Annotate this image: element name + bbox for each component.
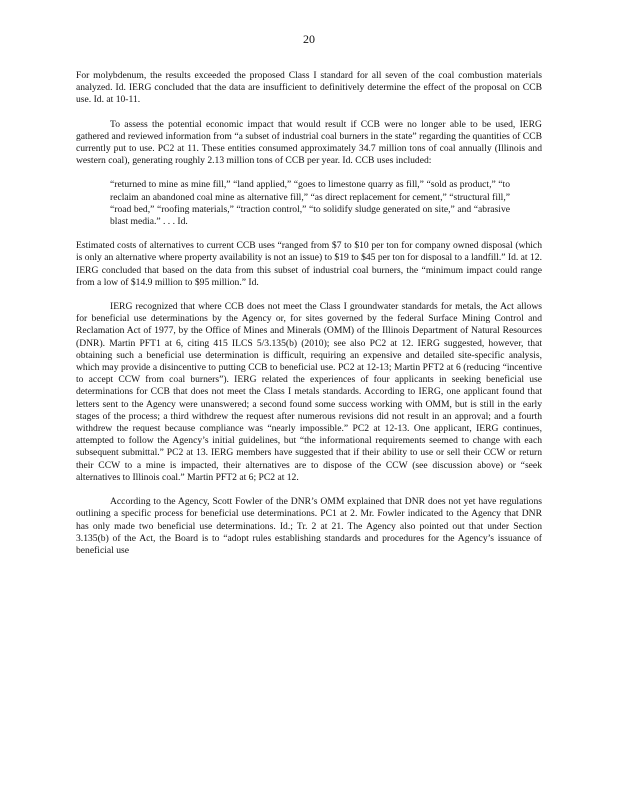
document-body [76,70,542,557]
block-quote-ccb-uses: “returned to mine as mine fill,” “land applied,” “goes to limestone quarry as fill,” “sold as product,” “to reclaim an abandoned coal mine as alternative fill,” “as direct replacement for cement,” “structural fill,” “road bed,” “roofing materials,” “traction control,” “to solidify sludge generated on site,” and “abrasive blast media.” . . . Id. [110,179,510,228]
page-number: 20 [303,32,315,46]
paragraph-agency-dnr: According to the Agency, Scott Fowler of the DNR’s OMM explained that DNR does not yet have regulations outlining a specific process for beneficial use determinations. PC1 at 2. Mr. Fowler indicated to the Agency that DNR has only made two beneficial use determinations. Id.; Tr. 2 at 21. The Agency also pointed out that under Section 3.135(b) of the Act, the Board is to “adopt rules establishing standards and procedures for the Agency’s issuance of beneficial use [76,496,542,556]
paragraph-estimated-costs: Estimated costs of alternatives to current CCB uses “ranged from $7 to $10 per ton for company owned disposal (which is only an alternative where property availability is not an issue) to $19 to $45 per ton for disposal to a landfill.” Id. at 12. IERG concluded that based on the data from this subset of industrial coal burners, the “minimum impact could range from a low of $14.9 million to $95 million.” Id. [76,240,542,288]
paragraph-economic-impact: To assess the potential economic impact that would result if CCB were no longer able to be used, IERG gathered and reviewed information from “a subset of industrial coal burners in the state” regarding the quantities of CCB currently put to use. PC2 at 11. These entities consumed approximately 34.7 million tons of coal annually (Illinois and western coal), generating roughly 2.13 million tons of CCB per year. Id. CCB uses included: [76,118,542,167]
paragraph-beneficial-use: IERG recognized that where CCB does not meet the Class I groundwater standards for metals, the Act allows for beneficial use determinations by the Agency or, for sites governed by the federal Surface Mining Control and Reclamation Act of 1977, by the Office of Mines and Minerals (OMM) of the Illinois Department of Natural Resources (DNR). Martin PFT1 at 6, citing 415 ILCS 5/3.135(b) (2010); see also PC2 at 12. IERG suggested, however, that obtaining such a beneficial use determination is difficult, requiring an expensive and detailed site-specific analysis, which may provide a disincentive to putting CCB to beneficial use. PC2 at 12-13; Martin PFT2 at 6 (reducing “incentive to accept CCW from coal burners”). IERG related the experiences of four applicants in seeking beneficial use determinations for CCB that does not meet the Class I metals standards. According to IERG, one applicant found that letters sent to the Agency were unanswered; a second found some success working with OMM, but is still in the early stages of the process; a third withdrew the request after numerous revisions did not result in an approval; and a fourth withdrew the request because compliance was “nearly impossible.” PC2 at 12-13. One applicant, IERG continues, attempted to follow the Agency’s initial guidelines, but “the informational requirements seemed to change with each subsequent submittal.” PC2 at 13. IERG members have suggested that if their ability to use or sell their CCW or return their CCW to a mine is impacted, their alternatives are to dispose of the CCW (see discussion above) or “seek alternatives to Illinois coal.” Martin PFT2 at 6; PC2 at 12. [76,301,542,483]
paragraph-molybdenum: For molybdenum, the results exceeded the proposed Class I standard for all seven of the coal combustion materials analyzed. Id. IERG concluded that the data are insufficient to definitively determine the effect of the proposal on CCB use. Id. at 10-11. [76,70,542,106]
